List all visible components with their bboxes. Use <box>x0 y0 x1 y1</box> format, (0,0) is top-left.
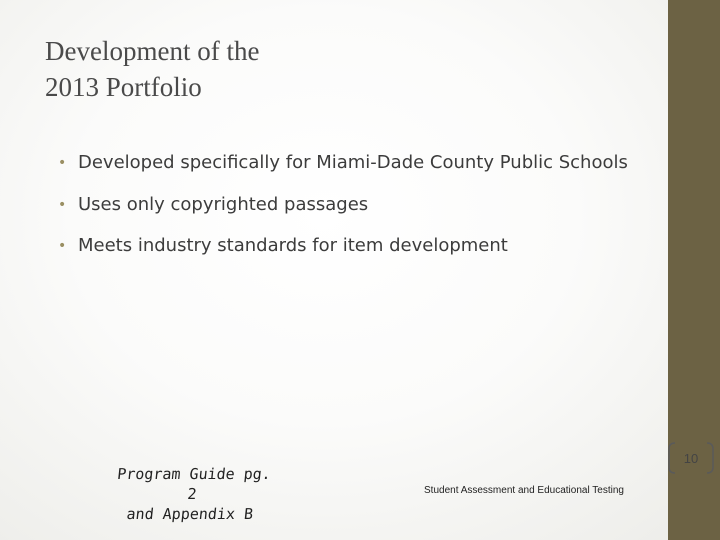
bullet-list <box>58 148 628 273</box>
bullet-text: Uses only copyrighted passages <box>78 193 369 215</box>
bullet-dot-icon: • <box>58 196 67 213</box>
bullet-dot-icon: • <box>58 155 67 171</box>
bullet-dot-icon: • <box>58 238 67 254</box>
page-number <box>666 440 716 476</box>
bullet-text: Developed specifically for Miami-Dade County Public Schools <box>78 152 628 173</box>
slide-title <box>45 33 605 105</box>
note-line: Program Guide pg. 2 <box>116 465 272 503</box>
page-number-label: 10 <box>683 451 699 466</box>
program-guide-note <box>105 464 279 524</box>
bullet-item <box>58 190 628 232</box>
bullet-item <box>58 231 628 273</box>
note-line: and Appendix B <box>125 505 255 523</box>
bullet-text: Meets industry standards for item development <box>78 235 508 256</box>
title-line: Development of the <box>45 36 260 66</box>
title-line: 2013 Portfolio <box>45 72 202 102</box>
footer-text: Student Assessment and Educational Testing <box>424 485 624 496</box>
bullet-item <box>58 148 628 190</box>
